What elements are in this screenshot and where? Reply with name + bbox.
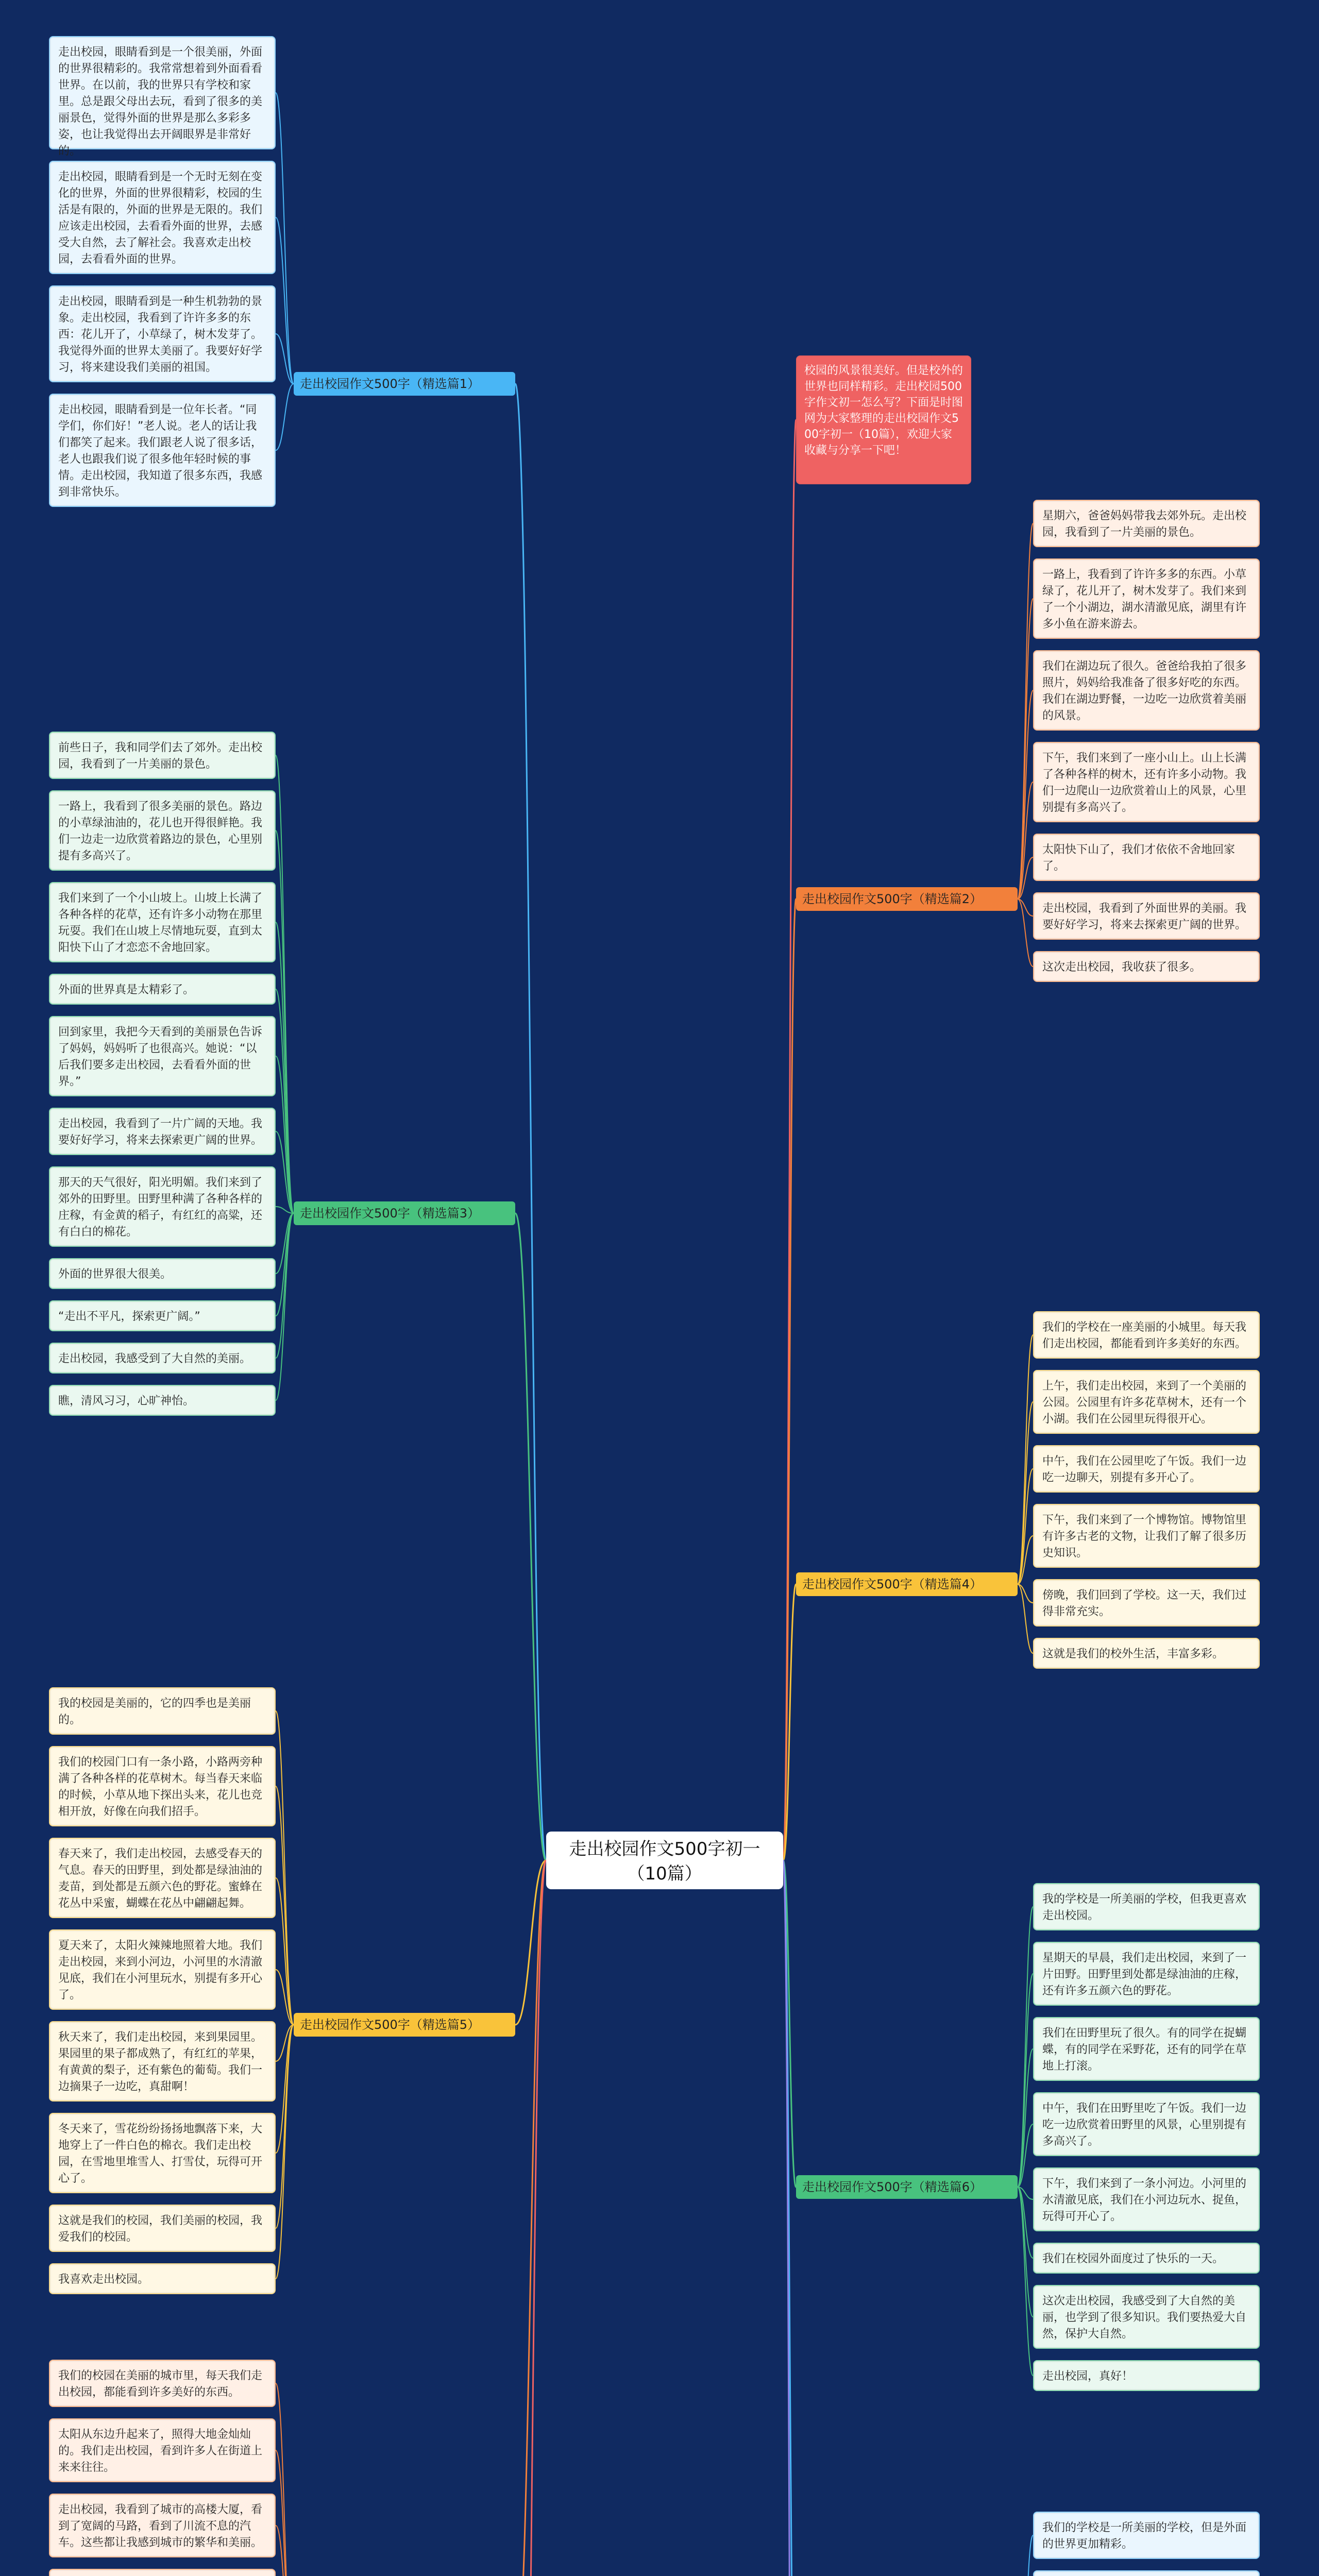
leaf-note-7-4: 下午，我们来到了一个博物馆。博物馆里有许多古老的文物，让我们了解了很多历史知识。 xyxy=(1033,1504,1260,1568)
connector-line xyxy=(276,384,294,450)
leaf-note-6-5: 太阳快下山了，我们才依依不舍地回家了。 xyxy=(1033,834,1260,881)
leaf-note-1-4: 走出校园，眼睛看到是一位年长者。“同学们，你们好！”老人说。老人的话让我们都笑了起来。我们跟老人说了很多话，老人也跟我们说了很多他年轻时候的事情。走出校园，我知道了很多东西，我感到非常快乐。 xyxy=(49,394,276,507)
connector-line xyxy=(276,2025,294,2228)
connector-line xyxy=(276,1711,294,2025)
leaf-note-8-2: 星期天的早晨，我们走出校园，来到了一片田野。田野里到处都是绿油油的庄稼，还有许多五颜六色的野花。 xyxy=(1033,1942,1260,2006)
leaf-note-3-1: 我的校园是美丽的，它的四季也是美丽的。 xyxy=(49,1687,276,1735)
leaf-note-6-1: 星期六，爸爸妈妈带我去郊外玩。走出校园，我看到了一片美丽的景色。 xyxy=(1033,500,1260,547)
connector-line xyxy=(276,755,294,1213)
leaf-note-2-6: 走出校园，我看到了一片广阔的天地。我要好好学习，将来去探索更广阔的世界。 xyxy=(49,1108,276,1155)
leaf-note-3-6: 冬天来了，雪花纷纷扬扬地飘落下来，大地穿上了一件白色的棉衣。我们走出校园，在雪地里堆雪人、打雪仗，玩得可开心了。 xyxy=(49,2113,276,2193)
leaf-note-8-1: 我的学校是一所美丽的学校，但我更喜欢走出校园。 xyxy=(1033,1883,1260,1930)
leaf-note-2-2: 一路上，我看到了很多美丽的景色。路边的小草绿油油的，花儿也开得很鲜艳。我们一边走一边欣赏着路边的景色，心里别提有多高兴了。 xyxy=(49,790,276,871)
branch-topic-6[interactable]: 走出校园作文500字（精选篇2） xyxy=(796,887,1018,911)
connector-line xyxy=(515,1213,546,1860)
leaf-note-2-9: “走出不平凡，探索更广阔。” xyxy=(49,1300,276,1331)
leaf-note-9-2 xyxy=(1033,2570,1260,2576)
leaf-note-6-2: 一路上，我看到了许许多多的东西。小草绿了，花儿开了，树木发芽了。我们来到了一个小湖边，湖水清澈见底，湖里有许多小鱼在游来游去。 xyxy=(1033,558,1260,639)
connector-line xyxy=(276,1786,294,2025)
leaf-note-2-8: 外面的世界很大很美。 xyxy=(49,1258,276,1289)
leaf-note-2-4: 外面的世界真是太精彩了。 xyxy=(49,974,276,1005)
leaf-note-3-4: 夏天来了，太阳火辣辣地照着大地。我们走出校园，来到小河边，小河里的水清澈见底，我们在小河里玩水，别提有多开心了。 xyxy=(49,1929,276,2010)
leaf-note-9-1: 我们的学校是一所美丽的学校，但是外面的世界更加精彩。 xyxy=(1033,2512,1260,2559)
leaf-note-7-5: 傍晚，我们回到了学校。这一天，我们过得非常充实。 xyxy=(1033,1579,1260,1626)
leaf-note-6-4: 下午，我们来到了一座小山上。山上长满了各种各样的树木，还有许多小动物。我们一边爬山一边欣赏着山上的风景，心里别提有多高兴了。 xyxy=(1033,742,1260,822)
leaf-note-2-7: 那天的天气很好，阳光明媚。我们来到了郊外的田野里。田野里种满了各种各样的庄稼，有金黄的稻子，有红红的高粱，还有白白的棉花。 xyxy=(49,1166,276,1247)
connector-line xyxy=(515,1860,546,2576)
leaf-note-4-1: 我们的校园在美丽的城市里，每天我们走出校园，都能看到许多美好的东西。 xyxy=(49,2360,276,2407)
leaf-note-7-6: 这就是我们的校外生活，丰富多彩。 xyxy=(1033,1638,1260,1669)
branch-topic-1[interactable]: 走出校园作文500字（精选篇1） xyxy=(294,372,515,396)
connector-line xyxy=(1018,2535,1033,2576)
leaf-note-4-4 xyxy=(49,2569,276,2576)
leaf-note-3-7: 这就是我们的校园，我们美丽的校园，我爱我们的校园。 xyxy=(49,2205,276,2252)
leaf-note-3-2: 我们的校园门口有一条小路，小路两旁种满了各种各样的花草树木。每当春天来临的时候，小草从地下探出头来，花儿也竞相开放，好像在向我们招手。 xyxy=(49,1746,276,1826)
intro-note: 校园的风景很美好。但是校外的世界也同样精彩。走出校园500字作文初一怎么写？下面是时图网为大家整理的走出校园作文500字初一（10篇），欢迎大家收藏与分享一下吧！ xyxy=(796,355,971,484)
leaf-note-8-5: 下午，我们来到了一条小河边。小河里的水清澈见底，我们在小河边玩水、捉鱼，玩得可开心了。 xyxy=(1033,2167,1260,2231)
leaf-note-8-8: 走出校园，真好！ xyxy=(1033,2360,1260,2391)
leaf-note-2-10: 走出校园，我感受到了大自然的美丽。 xyxy=(49,1343,276,1374)
connector-line xyxy=(1018,899,1033,967)
leaf-note-7-2: 上午，我们走出校园，来到了一个美丽的公园。公园里有许多花草树木，还有一个小湖。我们在公园里玩得很开心。 xyxy=(1033,1370,1260,1434)
leaf-note-2-11: 瞧，清风习习，心旷神怡。 xyxy=(49,1385,276,1416)
connector-line xyxy=(515,384,546,1860)
connector-line xyxy=(1018,599,1033,899)
leaf-note-7-1: 我们的学校在一座美丽的小城里。每天我们走出校园，都能看到许多美好的东西。 xyxy=(1033,1311,1260,1359)
branch-topic-2[interactable]: 走出校园作文500字（精选篇3） xyxy=(294,1201,515,1225)
leaf-note-2-3: 我们来到了一个小山坡上。山坡上长满了各种各样的花草，还有许多小动物在那里玩耍。我们在山坡上尽情地玩耍，直到太阳快下山了才恋恋不舍地回家。 xyxy=(49,882,276,962)
connector-line xyxy=(276,2383,294,2576)
leaf-note-8-3: 我们在田野里玩了很久。有的同学在捉蝴蝶，有的同学在采野花，还有的同学在草地上打滚。 xyxy=(1033,2017,1260,2081)
leaf-note-3-5: 秋天来了，我们走出校园，来到果园里。果园里的果子都成熟了，有红红的苹果，有黄黄的梨子，还有紫色的葡萄。我们一边摘果子一边吃，真甜啊！ xyxy=(49,2021,276,2102)
connector-line xyxy=(276,1213,294,1358)
leaf-note-6-6: 走出校园，我看到了外面世界的美丽。我要好好学习，将来去探索更广阔的世界。 xyxy=(1033,892,1260,940)
connector-line xyxy=(276,2025,294,2279)
branch-topic-7[interactable]: 走出校园作文500字（精选篇4） xyxy=(796,1572,1018,1596)
connector-line xyxy=(1018,1907,1033,2187)
connector-line xyxy=(783,420,796,1860)
connector-line xyxy=(276,93,294,384)
leaf-note-8-6: 我们在校园外面度过了快乐的一天。 xyxy=(1033,2243,1260,2274)
connector-line xyxy=(1018,2187,1033,2317)
leaf-note-7-3: 中午，我们在公园里吃了午饭。我们一边吃一边聊天，别提有多开心了。 xyxy=(1033,1445,1260,1493)
connector-line xyxy=(1018,1335,1033,1584)
branch-topic-8[interactable]: 走出校园作文500字（精选篇6） xyxy=(796,2175,1018,2199)
connector-line xyxy=(1018,2187,1033,2376)
connector-line xyxy=(515,1860,546,2576)
connector-line xyxy=(276,831,294,1213)
root-node[interactable]: 走出校园作文500字初一（10篇） xyxy=(546,1832,783,1889)
leaf-note-4-3: 走出校园，我看到了城市的高楼大厦，看到了宽阔的马路，看到了川流不息的汽车。这些都让我感到城市的繁华和美丽。 xyxy=(49,2494,276,2557)
leaf-note-1-3: 走出校园，眼睛看到是一种生机勃勃的景象。走出校园，我看到了许许多多的东西：花儿开了，小草绿了，树木发芽了。我觉得外面的世界太美丽了。我要好好学习，将来建设我们美丽的祖国。 xyxy=(49,285,276,382)
leaf-note-8-7: 这次走出校园，我感受到了大自然的美丽，也学到了很多知识。我们要热爱大自然，保护大自然。 xyxy=(1033,2285,1260,2349)
leaf-note-8-4: 中午，我们在田野里吃了午饭。我们一边吃一边欣赏着田野里的风景，心里别提有多高兴了。 xyxy=(1033,2092,1260,2156)
leaf-note-2-5: 回到家里，我把今天看到的美丽景色告诉了妈妈，妈妈听了也很高兴。她说：“以后我们要多走出校园，去看看外面的世界。” xyxy=(49,1016,276,1096)
leaf-note-4-2: 太阳从东边升起来了，照得大地金灿灿的。我们走出校园，看到许多人在街道上来来往往。 xyxy=(49,2418,276,2482)
branch-topic-3[interactable]: 走出校园作文500字（精选篇5） xyxy=(294,2013,515,2037)
leaf-note-1-2: 走出校园，眼睛看到是一个无时无刻在变化的世界，外面的世界很精彩，校园的生活是有限的，外面的世界是无限的。我们应该走出校园，去看看外面的世界，去感受大自然，去了解社会。我喜欢走出校园，去看看外面的世界。 xyxy=(49,161,276,274)
leaf-note-2-1: 前些日子，我和同学们去了郊外。走出校园，我看到了一片美丽的景色。 xyxy=(49,732,276,779)
leaf-note-6-7: 这次走出校园，我收获了很多。 xyxy=(1033,951,1260,982)
leaf-note-3-3: 春天来了，我们走出校园，去感受春天的气息。春天的田野里，到处都是绿油油的麦苗，到处都是五颜六色的野花。蜜蜂在花丛中采蜜，蝴蝶在花丛中翩翩起舞。 xyxy=(49,1838,276,1918)
leaf-note-3-8: 我喜欢走出校园。 xyxy=(49,2263,276,2294)
leaf-note-6-3: 我们在湖边玩了很久。爸爸给我拍了很多照片，妈妈给我准备了很多好吃的东西。我们在湖边野餐，一边吃一边欣赏着美丽的风景。 xyxy=(1033,650,1260,731)
leaf-note-1-1: 走出校园，眼睛看到是一个很美丽，外面的世界很精彩的。我常常想着到外面看看世界。在以前，我的世界只有学校和家里。总是跟父母出去玩，看到了很多的美丽景色，觉得外面的世界是那么多彩多姿，也让我觉得出去开阔眼界是非常好的。 xyxy=(49,36,276,149)
